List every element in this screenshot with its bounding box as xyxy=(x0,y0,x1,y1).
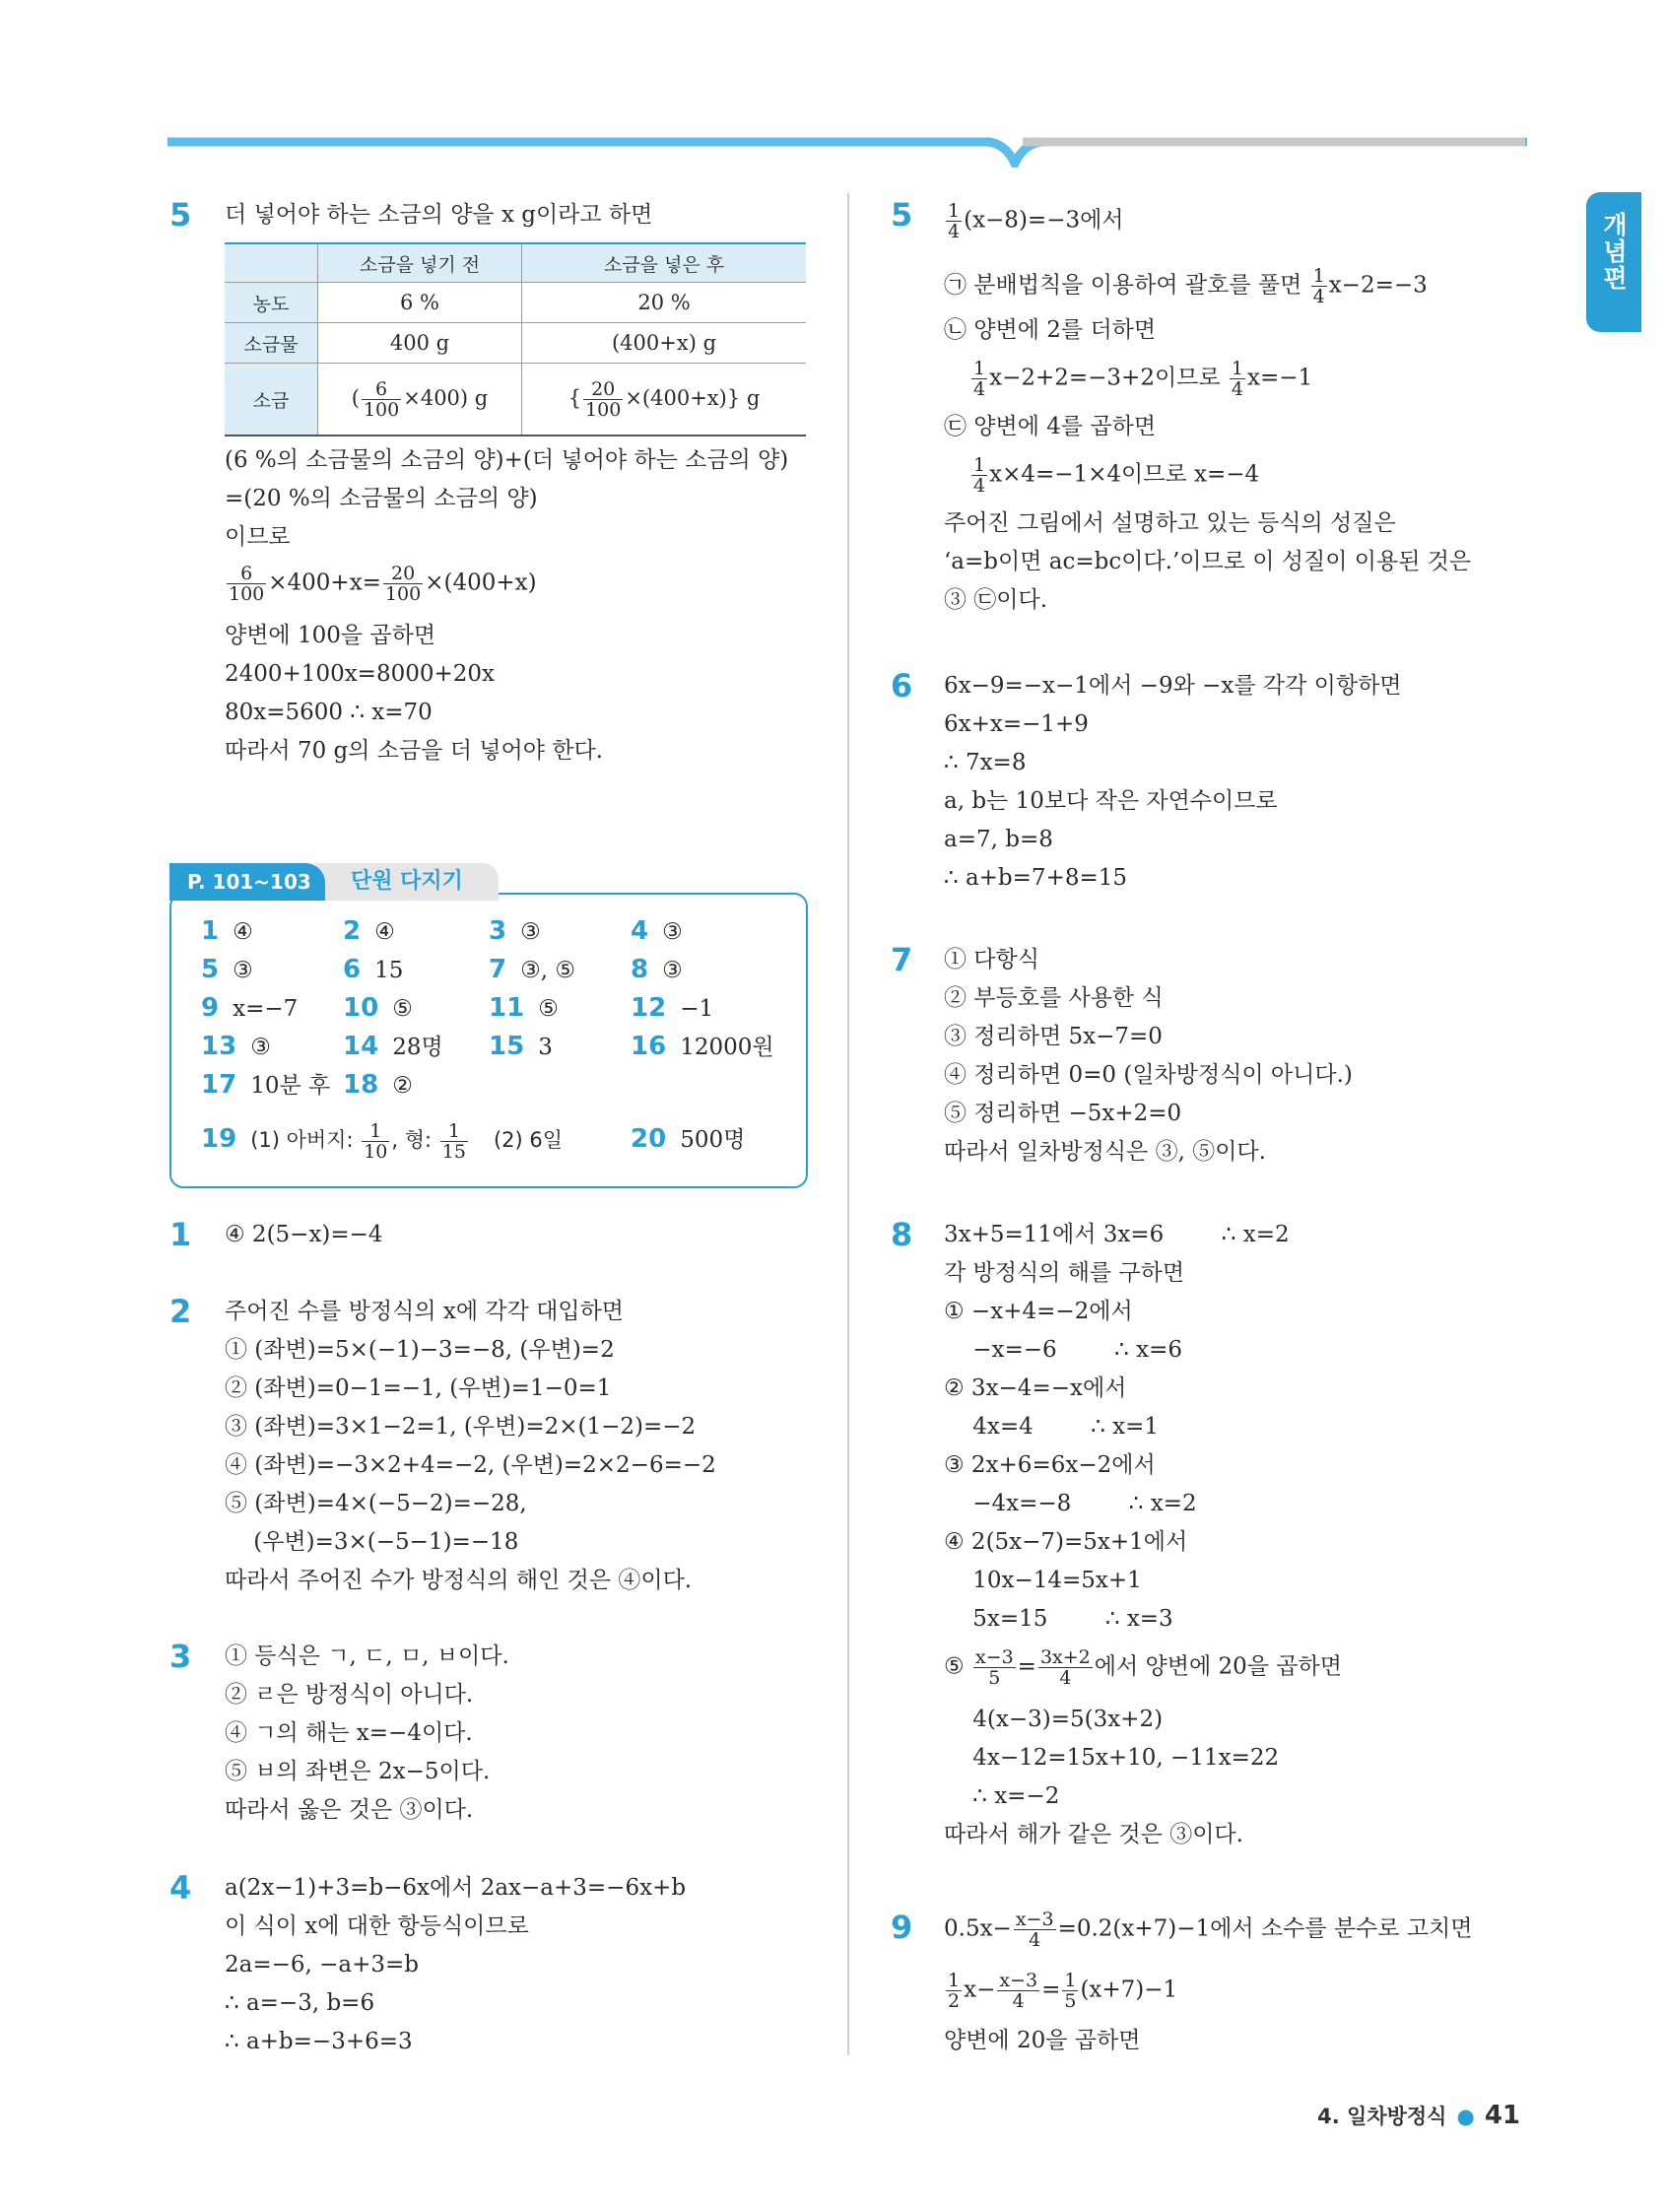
text-line: ∴ a+b=−3+6=3 xyxy=(225,2029,413,2054)
text-line: 양변에 100을 곱하면 xyxy=(225,623,436,648)
table-cell: 20 % xyxy=(522,283,806,323)
table-cell: (400+x) g xyxy=(522,323,806,364)
text-line: −x=−6 ∴ x=6 xyxy=(944,1337,1182,1363)
answer-item: 10 ⑤ xyxy=(343,993,413,1023)
equation-line: $\frac{6}{100}$ ×400+x= $\frac{20}{100}$ ×(400+x) xyxy=(229,563,537,605)
page-footer xyxy=(1317,2101,1520,2130)
bullet-icon: ● xyxy=(1456,2105,1475,2128)
text-line: (우변)=3×(−5−1)=−18 xyxy=(225,1529,519,1555)
text-line: 이 식이 x에 대한 항등식이므로 xyxy=(225,1913,529,1939)
text-line: ① −x+4=−2에서 xyxy=(944,1299,1133,1324)
answer-item: 9 x=−7 xyxy=(201,993,299,1023)
text-line: 각 방정식의 해를 구하면 xyxy=(944,1260,1185,1286)
table-cell: 400 g xyxy=(318,323,522,364)
salt-table xyxy=(225,242,806,436)
equation-line: $\frac{1}{4}$ x−2+2=−3+2이므로 $\frac{1}{4}$ x=−1 xyxy=(973,358,1313,400)
problem-number: 3 xyxy=(169,1638,192,1675)
text-line: ① 등식은 ㄱ, ㄷ, ㅁ, ㅂ이다. xyxy=(225,1643,509,1669)
table-row xyxy=(225,283,806,323)
chapter-title: 4. 일차방정식 xyxy=(1317,2105,1447,2128)
problem-number: 1 xyxy=(169,1216,192,1253)
page-number: 41 xyxy=(1484,2101,1520,2130)
table-cell: ( $\frac{6}{100}$ ×400) g xyxy=(318,364,522,436)
text-line: ⑤ 정리하면 −5x+2=0 xyxy=(944,1101,1182,1126)
text-line: ㉡ 양변에 2를 더하면 xyxy=(944,317,1157,343)
answer-item: 2 ④ xyxy=(343,916,395,946)
answer-item: 5 ③ xyxy=(201,955,253,984)
text-line: ④ (좌변)=−3×2+4=−2, (우변)=2×2−6=−2 xyxy=(225,1452,716,1478)
table-row xyxy=(225,243,806,283)
answer-item: 3 ③ xyxy=(489,916,541,946)
text-line: ② 3x−4=−x에서 xyxy=(944,1375,1127,1401)
answer-item: 14 28명 xyxy=(343,1032,443,1061)
table-label: 농도 xyxy=(225,283,318,323)
table-row xyxy=(225,323,806,364)
text-line: 2a=−6, −a+3=b xyxy=(225,1952,420,1977)
text-line: ∴ x=−2 xyxy=(944,1783,1060,1809)
text-line: ③ 정리하면 5x−7=0 xyxy=(944,1024,1163,1049)
text-line: ∴ 7x=8 xyxy=(944,750,1027,775)
answer-item: 1 ④ xyxy=(201,916,253,946)
text-line: ④ 2(5−x)=−4 xyxy=(225,1222,383,1247)
header-rule xyxy=(167,134,1527,168)
text-line: 2400+100x=8000+20x xyxy=(225,661,495,687)
answer-item: 17 10분 후 xyxy=(201,1070,331,1100)
text-line: ∴ a=−3, b=6 xyxy=(225,1990,375,2016)
problem-number: 7 xyxy=(891,941,913,978)
text-line: ∴ a+b=7+8=15 xyxy=(944,865,1127,891)
table-label: 소금물 xyxy=(225,323,318,364)
text-line: 80x=5600 ∴ x=70 xyxy=(225,700,433,725)
text-line: −4x=−8 ∴ x=2 xyxy=(944,1491,1197,1516)
problem-text: 더 넣어야 하는 소금의 양을 x g이라고 하면 xyxy=(225,202,653,228)
text-line: ② ㄹ은 방정식이 아니다. xyxy=(225,1682,474,1708)
table-header: 소금을 넣기 전 xyxy=(318,243,522,283)
text-line: a=7, b=8 xyxy=(944,827,1053,852)
text-line: 4x−12=15x+10, −11x=22 xyxy=(944,1745,1280,1771)
text-line: ⑤ (좌변)=4×(−5−2)=−28, xyxy=(225,1491,527,1516)
text-line: 10x−14=5x+1 xyxy=(944,1568,1142,1593)
answer-item: 20 500명 xyxy=(631,1124,746,1154)
text-line: ④ ㄱ의 해는 x=−4이다. xyxy=(225,1720,473,1746)
text-line: ② (좌변)=0−1=−1, (우변)=1−0=1 xyxy=(225,1375,612,1401)
equation-line: $\frac{1}{4}$ x×4=−1×4이므로 x=−4 xyxy=(973,454,1260,497)
text-line: ⑤ ㅂ의 좌변은 2x−5이다. xyxy=(225,1759,491,1784)
answer-item: 7 ③, ⑤ xyxy=(489,955,575,984)
table-cell: 6 % xyxy=(318,283,522,323)
equation-line: 0.5x− $\frac{x-3}{4}$ =0.2(x+7)−1에서 소수를 분수로 고치면 xyxy=(944,1909,1473,1951)
problem-number: 4 xyxy=(169,1869,192,1907)
answer-item: 4 ③ xyxy=(631,916,683,946)
table-cell: { $\frac{20}{100}$ ×(400+x)} g xyxy=(522,364,806,436)
answer-item: 15 3 xyxy=(489,1032,553,1061)
text-line: 주어진 수를 방정식의 x에 각각 대입하면 xyxy=(225,1299,625,1324)
section-title: 단원 다지기 xyxy=(315,863,499,901)
table-label: 소금 xyxy=(225,364,318,436)
equation-line: $\frac{1}{2}$ x− $\frac{x-3}{4}$ = $\frac{1}{5}$ (x+7)−1 xyxy=(948,1970,1178,2012)
problem-number: 5 xyxy=(891,196,913,234)
text-line: a(2x−1)+3=b−6x에서 2ax−a+3=−6x+b xyxy=(225,1875,687,1901)
answer-item: 12 −1 xyxy=(631,993,714,1023)
problem-number: 6 xyxy=(891,667,913,704)
text-line: ① 다항식 xyxy=(944,947,1039,972)
answer-item: 6 15 xyxy=(343,955,404,984)
answer-item: 13 ③ xyxy=(201,1032,271,1061)
text-line: 따라서 일차방정식은 ③, ⑤이다. xyxy=(944,1139,1266,1165)
problem-number: 9 xyxy=(891,1909,913,1946)
answer-item: 8 ③ xyxy=(631,955,683,984)
text-line: ③ ㉢이다. xyxy=(944,587,1048,613)
problem-number: 8 xyxy=(891,1216,913,1253)
problem-number: 2 xyxy=(169,1293,192,1330)
equation-line: $\frac{1}{4}$ (x−8)=−3에서 xyxy=(948,200,1124,242)
answer-item: 11 ⑤ xyxy=(489,993,559,1023)
text-line: ③ (좌변)=3×1−2=1, (우변)=2×(1−2)=−2 xyxy=(225,1414,697,1440)
text-line: ‘a=b이면 ac=bc이다.’이므로 이 성질이 이용된 것은 xyxy=(944,549,1472,574)
equation-line: ㉠ 분배법칙을 이용하여 괄호를 풀면 $\frac{1}{4}$ x−2=−3 xyxy=(944,265,1428,307)
text-line: 따라서 해가 같은 것은 ③이다. xyxy=(944,1822,1243,1847)
text-line: 6x−9=−x−1에서 −9와 −x를 각각 이항하면 xyxy=(944,673,1402,699)
table-header: 소금을 넣은 후 xyxy=(522,243,806,283)
text-line: ① (좌변)=5×(−1)−3=−8, (우변)=2 xyxy=(225,1337,615,1363)
text-line: 양변에 20을 곱하면 xyxy=(944,2028,1141,2053)
text-line: ④ 정리하면 0=0 (일차방정식이 아니다.) xyxy=(944,1062,1353,1088)
text-line: ㉢ 양변에 4를 곱하면 xyxy=(944,414,1157,439)
text-line: a, b는 10보다 작은 자연수이므로 xyxy=(944,788,1278,814)
text-line: 따라서 70 g의 소금을 더 넣어야 한다. xyxy=(225,738,604,764)
text-line: (6 %의 소금물의 소금의 양)+(더 넣어야 하는 소금의 양) xyxy=(225,447,789,473)
problem-number: 5 xyxy=(169,196,192,234)
answer-item: 18 ② xyxy=(343,1070,413,1100)
answer-item: 16 12000원 xyxy=(631,1032,774,1061)
text-line: ③ 2x+6=6x−2에서 xyxy=(944,1452,1156,1478)
text-line: ② 부등호를 사용한 식 xyxy=(944,985,1164,1011)
page-range-tab: P. 101~103 xyxy=(169,863,325,901)
text-line: 4x=4 ∴ x=1 xyxy=(944,1414,1160,1440)
answer-item: 19 (1) 아버지: $\frac{1}{10}$ , 형: $\frac{1}{15}$ (2) 6일 xyxy=(201,1119,564,1163)
text-line: 6x+x=−1+9 xyxy=(944,711,1089,737)
text-line: 따라서 주어진 수가 방정식의 해인 것은 ④이다. xyxy=(225,1568,693,1593)
text-line: 5x=15 ∴ x=3 xyxy=(944,1606,1173,1632)
equation-line: ⑤ $\frac{x-3}{5}$ = $\frac{3x+2}{4}$ 에서 양변에 20을 곱하면 xyxy=(944,1646,1342,1689)
text-line: 주어진 그림에서 설명하고 있는 등식의 성질은 xyxy=(944,510,1396,536)
table-row xyxy=(225,364,806,436)
side-tab: 개념편 xyxy=(1586,192,1641,332)
text-line: 따라서 옳은 것은 ③이다. xyxy=(225,1797,474,1823)
text-line: 4(x−3)=5(3x+2) xyxy=(944,1707,1164,1732)
text-line: =(20 %의 소금물의 소금의 양) xyxy=(225,486,538,511)
column-divider xyxy=(847,193,849,2055)
text-line: 3x+5=11에서 3x=6 ∴ x=2 xyxy=(944,1222,1290,1247)
text-line: ④ 2(5x−7)=5x+1에서 xyxy=(944,1529,1188,1555)
text-line: 이므로 xyxy=(225,524,291,550)
